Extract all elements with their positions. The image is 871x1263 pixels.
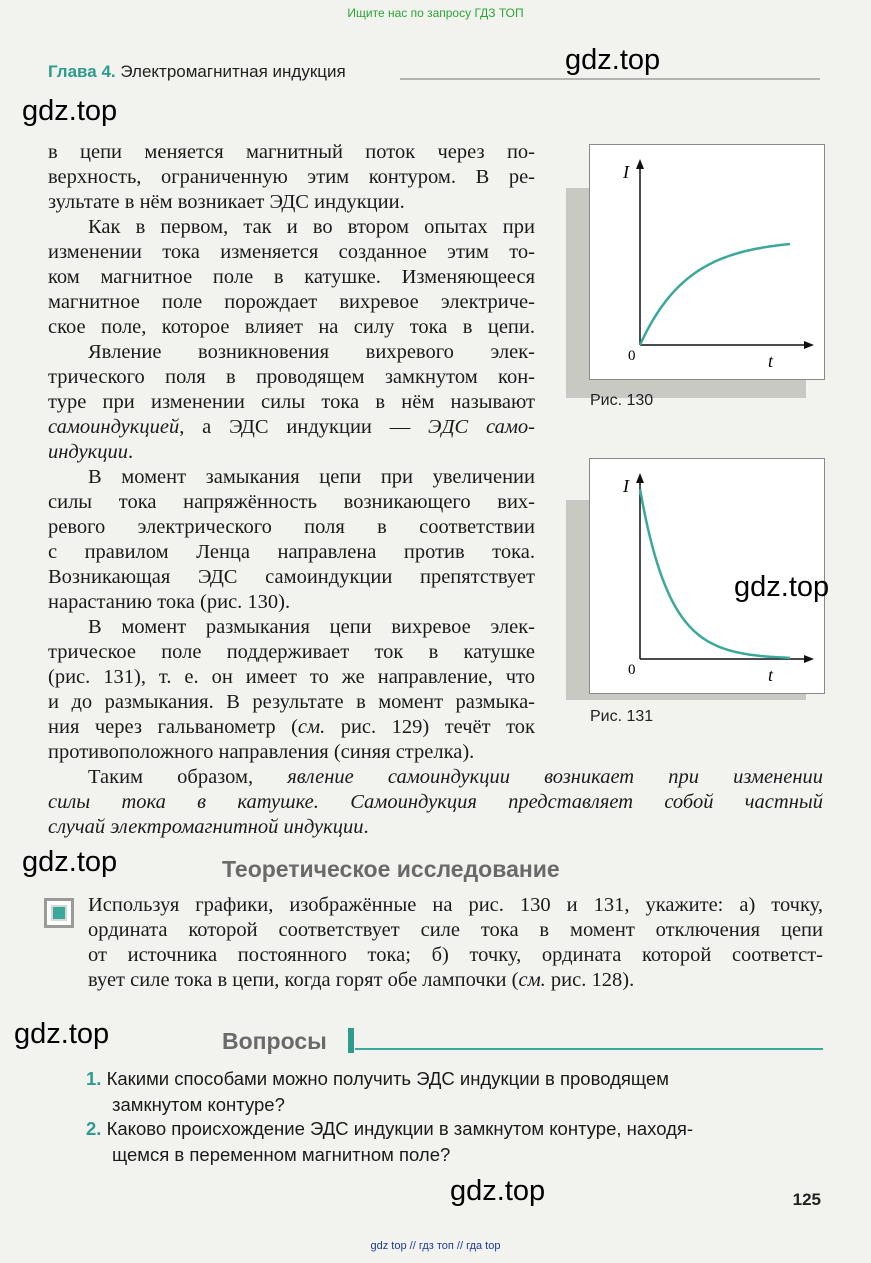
text-line: верхность, ограниченную этим контуром. В ре- — [48, 166, 535, 188]
main-text — [48, 140, 535, 765]
text-line: магнитное поле порождает вихревое электриче- — [48, 291, 535, 313]
y-axis-arrow — [636, 473, 644, 483]
text-line — [48, 765, 823, 790]
conclusion-italic: случай электромагнитной индукции — [48, 816, 364, 838]
x-axis-arrow — [804, 341, 814, 349]
figure-130 — [589, 144, 825, 380]
text-line — [48, 815, 823, 840]
see-reference: см. — [297, 716, 326, 738]
question-2 — [86, 1116, 693, 1168]
text-line: (рис. 131), т. е. он имеет то же направление, что — [48, 666, 535, 688]
text-line: с правилом Ленца направлена против тока. — [48, 541, 535, 563]
watermark: gdz.top — [565, 44, 661, 76]
text-line: нарастанию тока (рис. 130). — [48, 591, 291, 613]
y-axis-arrow — [636, 159, 644, 169]
text-line: зультате в нём возникает ЭДС индукции. — [48, 191, 405, 213]
theory-task — [88, 893, 823, 993]
text-line — [48, 790, 823, 815]
text-line — [48, 415, 535, 440]
chapter-header — [48, 62, 346, 82]
y-axis-label: I — [623, 476, 629, 496]
figure-130-caption: Рис. 130 — [590, 392, 654, 409]
text-line: противоположного направления (синяя стрелка). — [48, 741, 475, 763]
text-fragment: . — [363, 816, 369, 838]
text-line: Как в первом, так и во втором опытах при — [88, 216, 535, 238]
question-1 — [86, 1066, 669, 1118]
question-text: замкнутом контуре? — [112, 1094, 285, 1115]
text-line — [48, 715, 535, 740]
text-line — [48, 440, 535, 465]
text-line: трическое поле поддерживает ток в катушке — [48, 641, 535, 663]
text-line: Возникающая ЭДС самоиндукции препятствует — [48, 566, 535, 588]
figure-131-caption: Рис. 131 — [590, 708, 654, 725]
question-text: щемся в переменном магнитном поле? — [112, 1144, 451, 1165]
task-icon-inner — [51, 905, 67, 921]
text-line: В момент замыкания цепи при увеличении — [88, 466, 535, 488]
text-line: ком магнитное поле в катушке. Изменяющееся — [48, 266, 535, 288]
see-reference: см. — [518, 969, 546, 991]
text-line: ордината которой соответствует силе тока в момент отключения цепи — [88, 919, 823, 941]
chapter-number: Глава 4. — [48, 62, 116, 81]
x-axis-arrow — [804, 655, 814, 663]
top-banner[interactable]: Ищите нас по запросу ГДЗ ТОП — [347, 6, 524, 20]
text-line: изменении тока изменяется созданное этим то- — [48, 241, 535, 263]
task-icon — [44, 898, 74, 928]
page-number: 125 — [792, 1190, 821, 1209]
x-axis-label: t — [768, 351, 774, 371]
text-line: в цепи меняется магнитный поток через по- — [48, 141, 535, 163]
question-number: 2. — [86, 1118, 102, 1139]
text-line: силы тока напряжённость возникающего вих- — [48, 491, 535, 513]
watermark: gdz.top — [22, 846, 118, 878]
text-fragment: ния через гальванометр ( — [48, 716, 298, 738]
text-line — [88, 968, 823, 993]
footer-links[interactable]: gdz top // гдз топ // гда top — [370, 1240, 501, 1252]
conclusion — [48, 765, 823, 840]
text-line: туре при изменении силы тока в нём называют — [48, 391, 535, 413]
chapter-title: Электромагнитная индукция — [120, 62, 346, 81]
question-text: Какими способами можно получить ЭДС индукции в проводящем — [106, 1068, 669, 1089]
text-line: ское поле, которое влияет на силу тока в цепи. — [48, 316, 535, 338]
theory-section-title: Теоретическое исследование — [222, 856, 560, 882]
origin-label: 0 — [628, 662, 636, 678]
y-axis-label: I — [623, 162, 629, 182]
current-curve — [640, 244, 790, 345]
text-line: ревого электрического поля в соответствии — [48, 516, 535, 538]
text-fragment: рис. 128). — [545, 969, 635, 991]
text-line: и до размыкания. В результате в момент размыка- — [48, 691, 535, 713]
x-axis-label: t — [768, 665, 774, 685]
term-induction: индукции — [48, 441, 128, 463]
text-line: Используя графики, изображённые на рис. 130 и 131, укажите: а) точку, — [88, 894, 823, 916]
questions-rule — [355, 1048, 823, 1050]
watermark: gdz.top — [22, 95, 118, 127]
text-fragment: Таким образом, — [88, 766, 288, 788]
term-selfinduction: самоиндукцией — [48, 416, 180, 438]
text-fragment: . — [127, 441, 134, 463]
term-selfinduction-emf: ЭДС само- — [428, 416, 535, 438]
text-line: от источника постоянного тока; б) точку, ордината которой соответст- — [88, 944, 823, 966]
text-fragment: рис. 129) течёт ток — [325, 716, 535, 738]
conclusion-italic: явление самоиндукции возникает при изменении — [287, 766, 823, 788]
chapter-rule — [400, 78, 820, 80]
question-text: Каково происхождение ЭДС индукции в замкнутом контуре, находя- — [106, 1118, 694, 1139]
text-fragment: , а ЭДС индукции — — [179, 416, 429, 438]
chart-130-svg — [590, 145, 823, 378]
questions-title: Вопросы — [222, 1028, 327, 1054]
origin-label: 0 — [628, 348, 636, 364]
question-number: 1. — [86, 1068, 102, 1089]
text-fragment: вует силе тока в цепи, когда горят обе лампочки ( — [88, 969, 519, 991]
conclusion-italic: силы тока в катушке. Самоиндукция представляет собой частный — [48, 791, 823, 813]
text-line: Явление возникновения вихревого элек- — [88, 341, 535, 363]
text-line: трического поля в проводящем замкнутом кон- — [48, 366, 535, 388]
watermark: gdz.top — [450, 1175, 546, 1207]
watermark: gdz.top — [734, 571, 830, 603]
questions-bar — [348, 1028, 354, 1053]
watermark: gdz.top — [14, 1018, 110, 1050]
text-line: В момент размыкания цепи вихревое элек- — [88, 616, 535, 638]
